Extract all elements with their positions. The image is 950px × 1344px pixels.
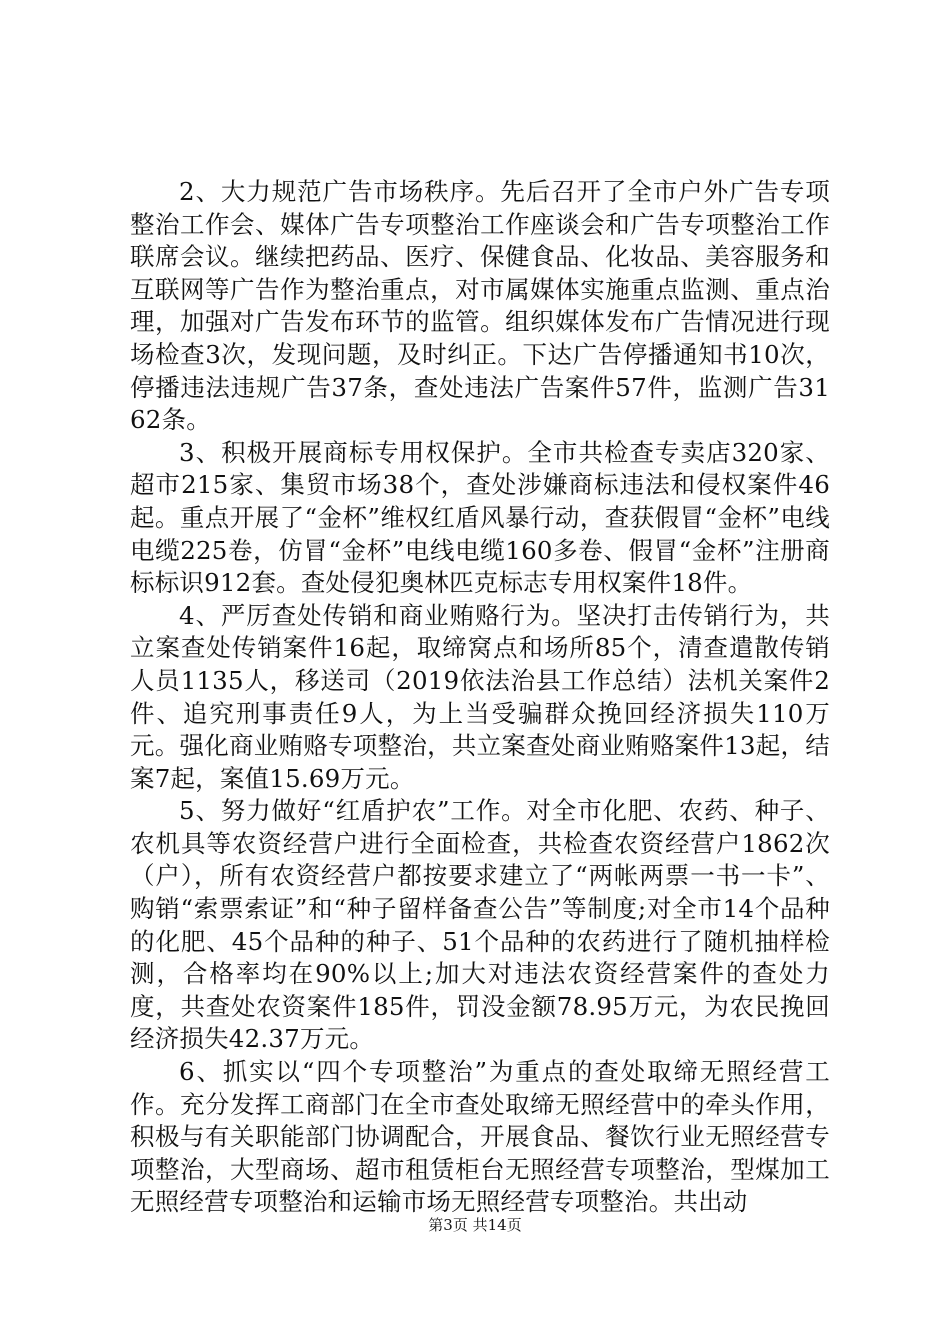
document-body (130, 176, 830, 1219)
paragraph-pyramid-selling: 4、严厉查处传销和商业贿赂行为。坚决打击传销行为，共立案查处传销案件16起，取缔窝点和场所85个，清查遣散传销人员1135人，移送司（2019依法治县工作总结）法机关案件2件、追究刑事责任9人，为上当受骗群众挽回经济损失110万元。强化商业贿赂专项整治，共立案查处商业贿赂案件13起，结案7起，案值15.69万元。 (130, 600, 830, 793)
paragraph-advertising: 2、大力规范广告市场秩序。先后召开了全市户外广告专项整治工作会、媒体广告专项整治工作座谈会和广告专项整治工作联席会议。继续把药品、医疗、保健食品、化妆品、美容服务和互联网等广告作为整治重点，对市属媒体实施重点监测、重点治理，加强对广告发布环节的监管。组织媒体发布广告情况进行现场检查3次，发现问题，及时纠正。下达广告停播通知书10次，停播违法违规广告37条，查处违法广告案件57件，监测广告3162条。 (130, 177, 830, 435)
paragraph-trademark: 3、积极开展商标专用权保护。全市共检查专卖店320家、超市215家、集贸市场38个，查处涉嫌商标违法和侵权案件46起。重点开展了“金杯”维权红盾风暴行动，查获假冒“金杯”电线电缆225卷，仿冒“金杯”电线电缆160多卷、假冒“金杯”注册商标标识912套。查处侵犯奥林匹克标志专用权案件18件。 (130, 437, 830, 598)
paragraph-unlicensed-business: 6、抓实以“四个专项整治”为重点的查处取缔无照经营工作。充分发挥工商部门在全市查处取缔无照经营中的牵头作用，积极与有关职能部门协调配合，开展食品、餐饮行业无照经营专项整治，大型商场、超市租赁柜台无照经营专项整治，型煤加工无照经营专项整治和运输市场无照经营专项整治。共出动 (130, 1057, 830, 1217)
page-footer: 第3页 共14页 (428, 1216, 522, 1234)
paragraph-farm-protection: 5、努力做好“红盾护农”工作。对全市化肥、农药、种子、农机具等农资经营户进行全面检查，共检查农资经营户1862次（户），所有农资经营户都按要求建立了“两帐两票一书一卡”、购销“索票索证”和“种子留样备查公告”等制度;对全市14个品种的化肥、45个品种的种子、51个品种的农药进行了随机抽样检测，合格率均在90%以上;加大对违法农资经营案件的查处力度，共查处农资案件185件，罚没金额78.95万元，为农民挽回经济损失42.37万元。 (130, 796, 830, 1054)
